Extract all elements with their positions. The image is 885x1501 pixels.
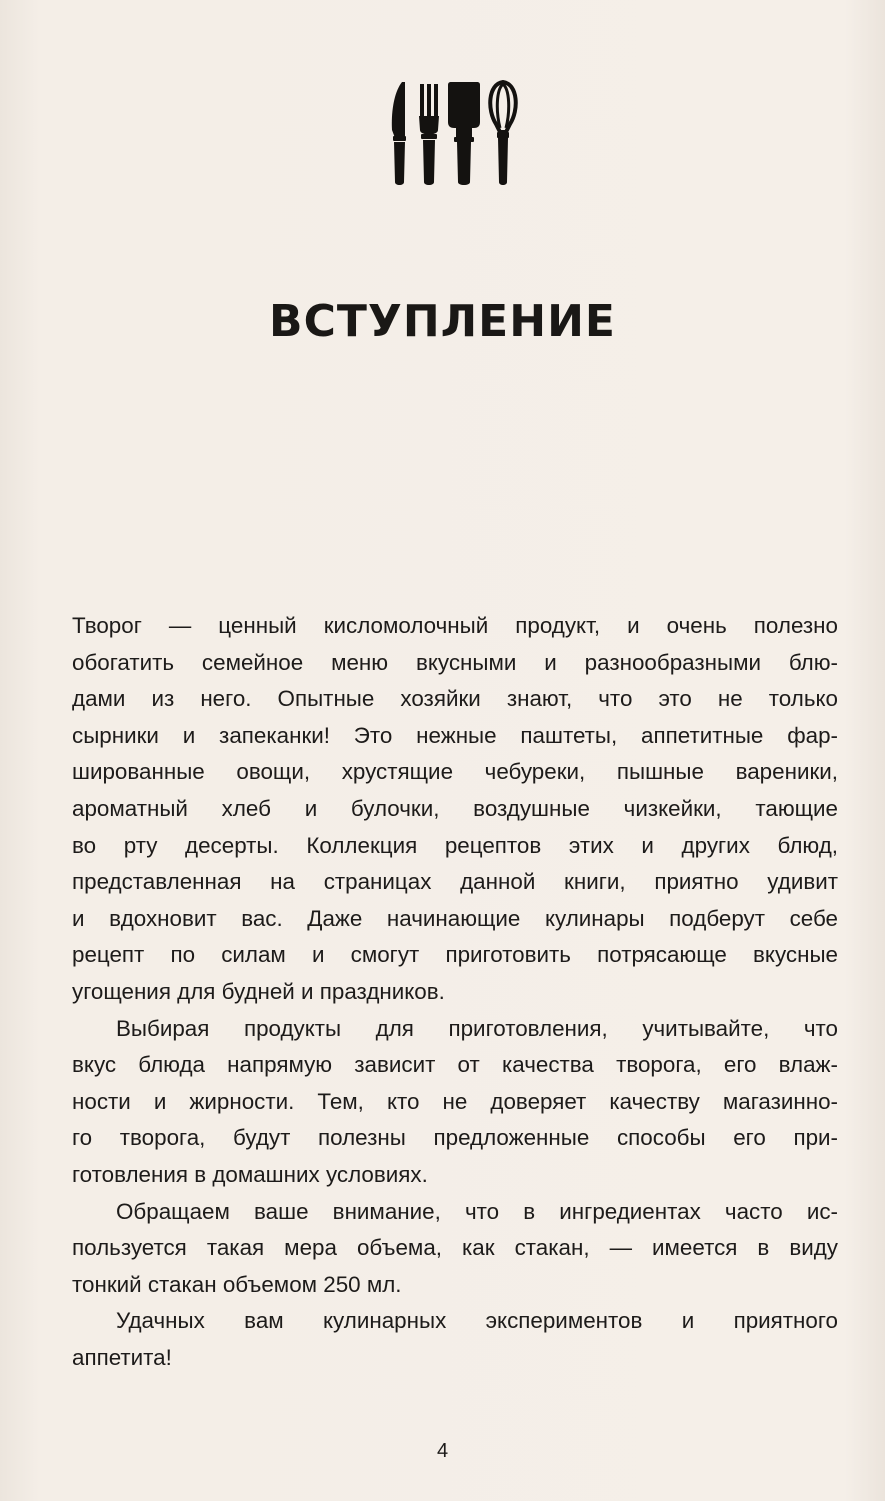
page-number: 4 — [436, 1440, 449, 1462]
text-line: рецепт по силам и смогут приготовить потрясающе вкусные — [72, 942, 838, 968]
text-line: аппетита! — [72, 1344, 172, 1370]
fork-icon — [419, 84, 439, 185]
text-line: вкус блюда напрямую зависит от качества творога, его влаж- — [72, 1052, 838, 1078]
chapter-title: ВСТУПЛЕНИЕ — [269, 296, 616, 347]
text-line: и вдохновит вас. Даже начинающие кулинары подберут себе — [72, 905, 838, 931]
spatula-icon — [448, 82, 480, 185]
text-line: Обращаем ваше внимание, что в ингредиентах часто ис- — [116, 1198, 838, 1224]
text-line: дами из него. Опытные хозяйки знают, что это не только — [72, 686, 838, 712]
paragraph-4 — [72, 1303, 838, 1376]
text-line: тонкий стакан объемом 250 мл. — [72, 1271, 402, 1297]
paragraph-2 — [72, 1011, 838, 1194]
text-line: ароматный хлеб и булочки, воздушные чизкейки, тающие — [72, 795, 838, 821]
text-line: Творог — ценный кисломолочный продукт, и очень полезно — [72, 613, 838, 638]
text-line: угощения для будней и праздников. — [72, 978, 445, 1004]
paragraph-3 — [72, 1194, 838, 1304]
whisk-icon — [490, 82, 516, 185]
text-line: шированные овощи, хрустящие чебуреки, пышные вареники, — [72, 759, 838, 785]
text-line: ности и жирности. Тем, кто не доверяет качеству магазинно- — [72, 1088, 838, 1114]
text-line: во рту десерты. Коллекция рецептов этих и других блюд, — [72, 832, 838, 858]
text-line: сырники и запеканки! Это нежные паштеты, аппетитные фар- — [72, 722, 838, 748]
text-line: пользуется такая мера объема, как стакан, — имеется в виду — [72, 1235, 838, 1261]
text-line: готовления в домашних условиях. — [72, 1161, 428, 1187]
intro-text — [72, 608, 838, 1376]
paragraph-1 — [72, 608, 838, 1011]
text-line: представленная на страницах данной книги, приятно удивит — [72, 869, 838, 895]
text-line: Удачных вам кулинарных экспериментов и приятного — [116, 1308, 838, 1334]
text-line: обогатить семейное меню вкусными и разнообразными блю- — [72, 649, 838, 675]
kitchen-utensils-illustration — [388, 78, 520, 188]
knife-icon — [392, 82, 406, 185]
text-line: го творога, будут полезны предложенные способы его при- — [72, 1125, 838, 1151]
text-line: Выбирая продукты для приготовления, учитывайте, что — [116, 1015, 838, 1041]
